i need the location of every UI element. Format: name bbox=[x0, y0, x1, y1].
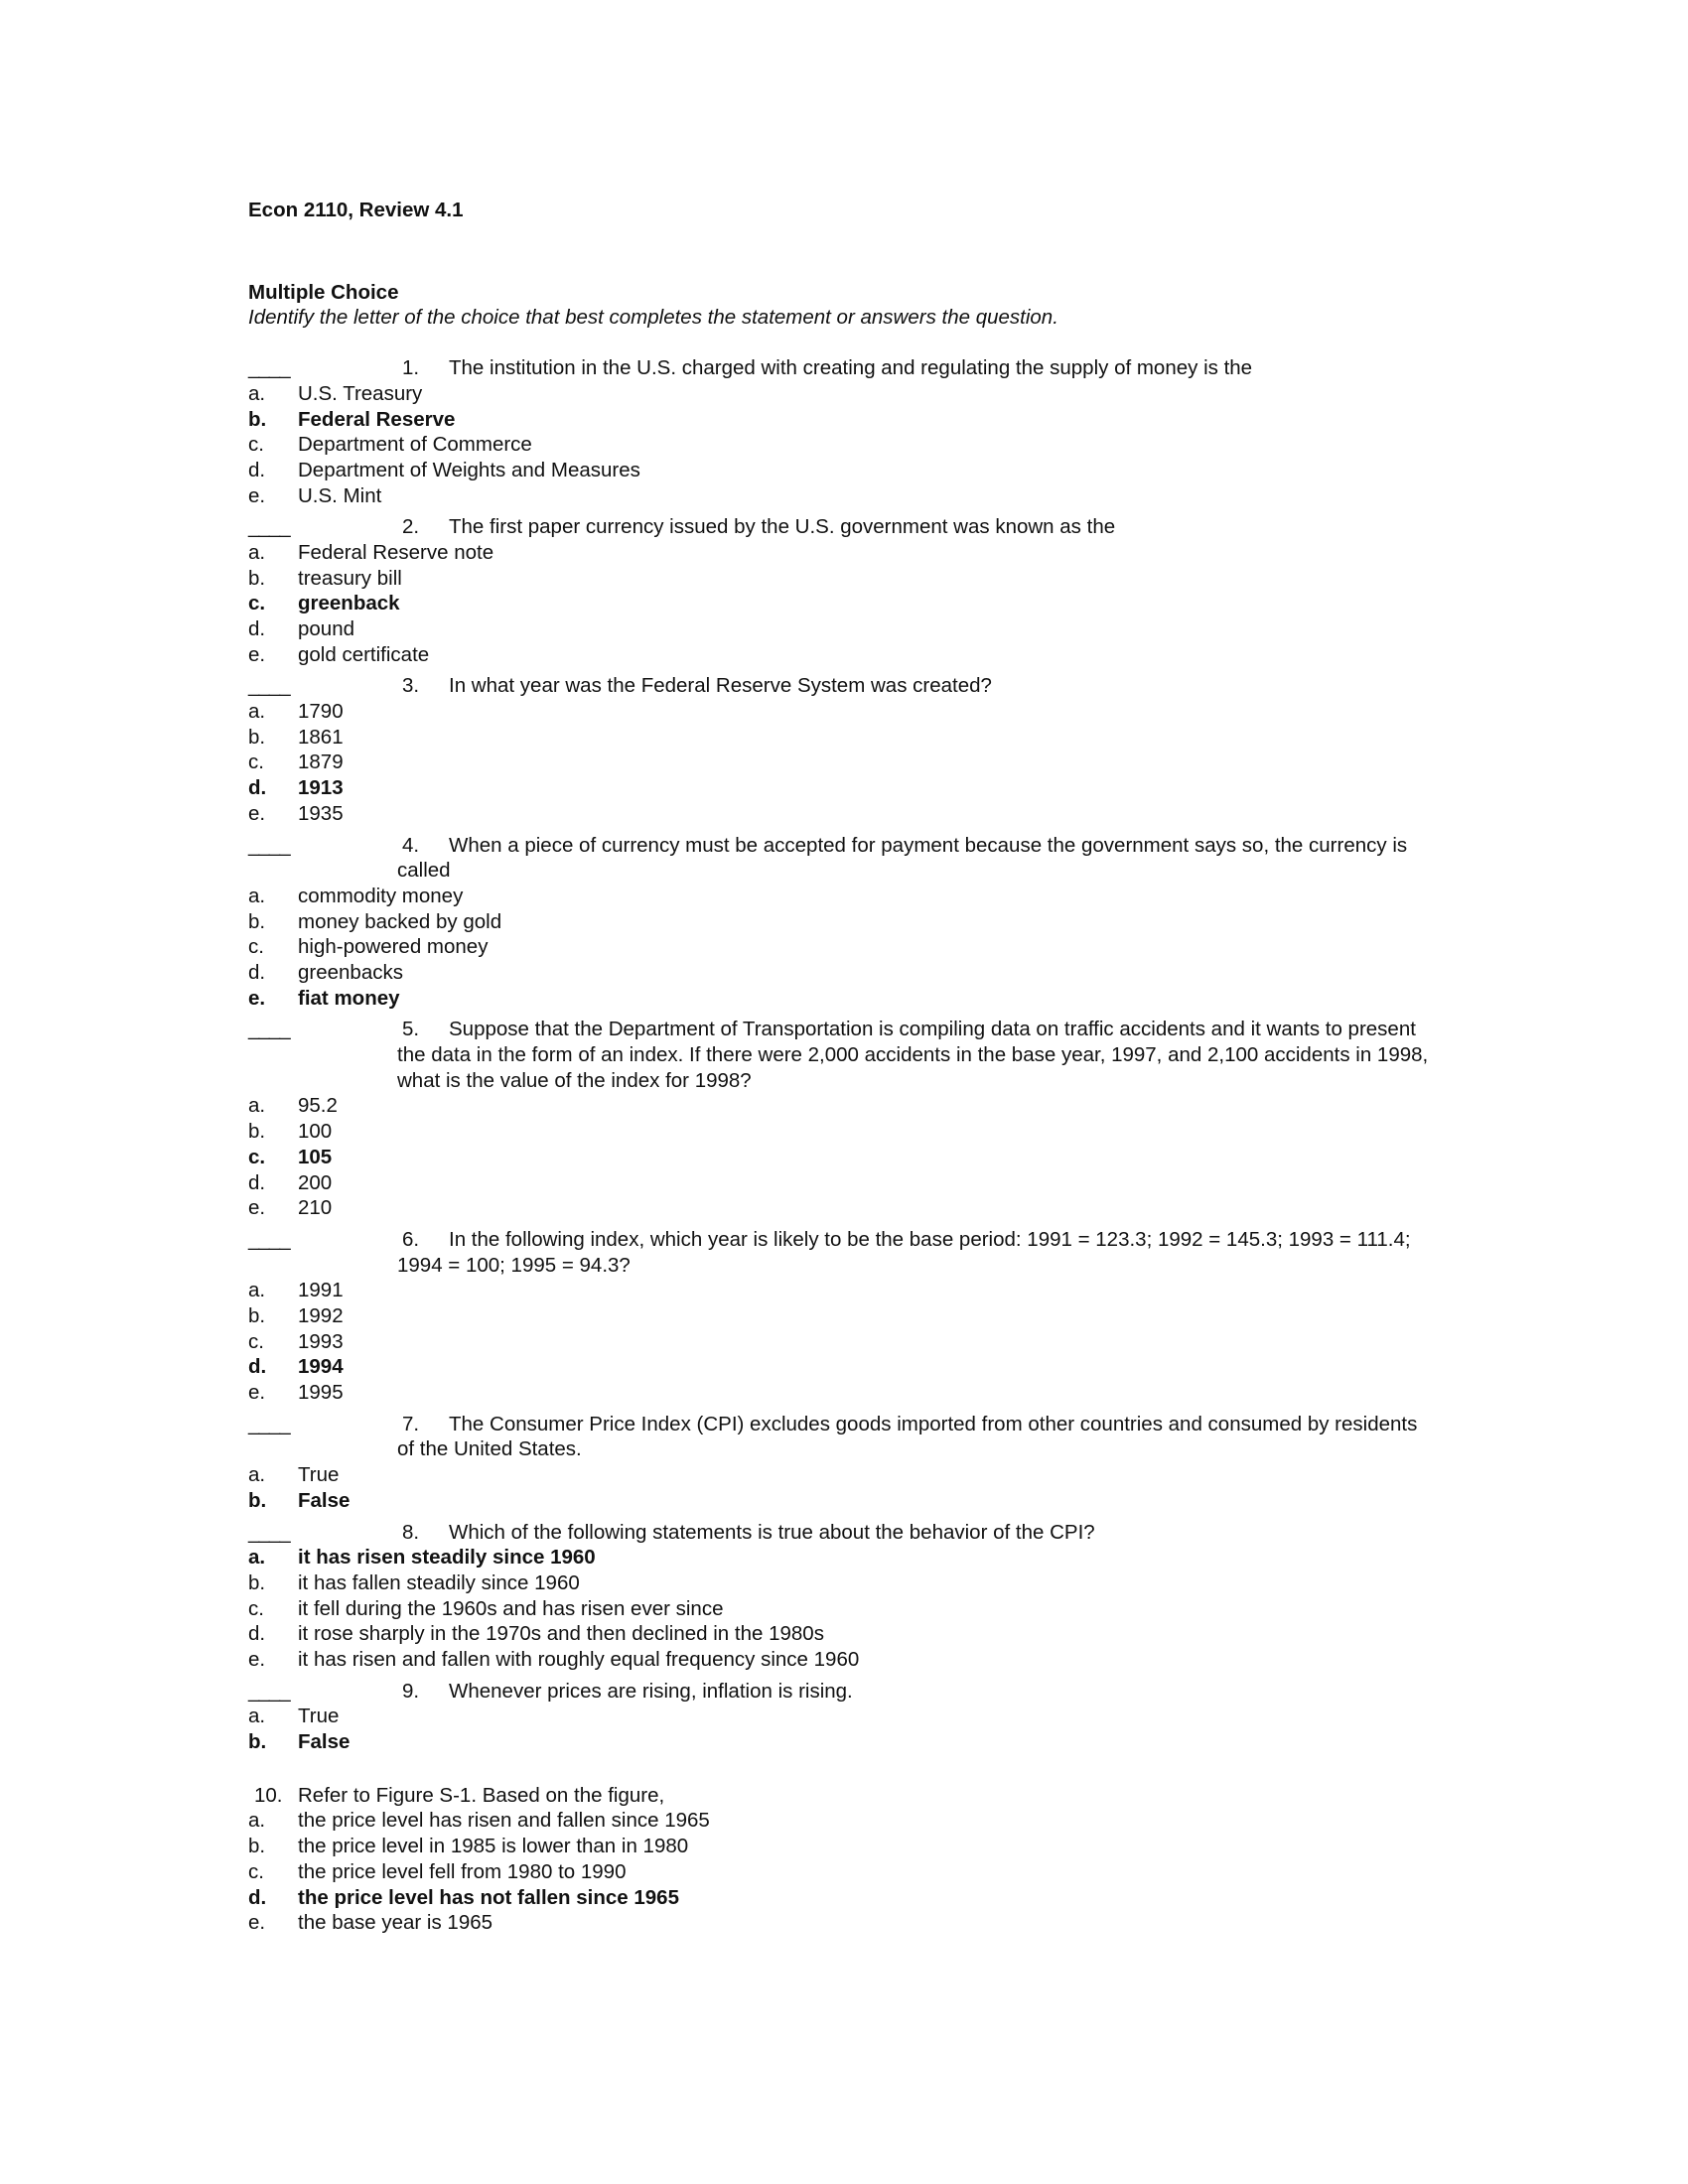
answer-choice bbox=[248, 1354, 1440, 1380]
answer-choice bbox=[248, 801, 1440, 827]
answer-choice bbox=[248, 699, 1440, 725]
question-number: 9. bbox=[402, 1679, 420, 1703]
answer-choice bbox=[248, 1808, 1440, 1834]
choice-letter: c. bbox=[248, 751, 264, 774]
question-number: 7. bbox=[402, 1412, 420, 1435]
question-9 bbox=[248, 1679, 1440, 1755]
choice-letter: c. bbox=[248, 1596, 264, 1620]
question-stem bbox=[248, 833, 1440, 884]
question-3 bbox=[248, 673, 1440, 826]
question-stem bbox=[248, 1679, 1440, 1705]
question-text: Refer to Figure S-1. Based on the figure, bbox=[298, 1783, 665, 1807]
choice-text: 1861 bbox=[298, 725, 344, 749]
question-number: 1. bbox=[402, 356, 420, 380]
choice-text: 200 bbox=[298, 1170, 333, 1194]
choice-text: the price level has not fallen since 1965 bbox=[298, 1885, 679, 1909]
answer-choice bbox=[248, 1570, 1440, 1596]
answer-choice bbox=[248, 1380, 1440, 1406]
question-stem bbox=[248, 355, 1440, 381]
choice-text: 1879 bbox=[298, 751, 344, 774]
answer-choice bbox=[248, 1910, 1440, 1936]
section-title: Multiple Choice bbox=[248, 280, 399, 304]
answer-choice bbox=[248, 1329, 1440, 1355]
choice-text: 1790 bbox=[298, 700, 344, 724]
answer-blank: ____ bbox=[248, 674, 290, 698]
choice-text: Department of Weights and Measures bbox=[298, 458, 640, 481]
choice-text: False bbox=[298, 1730, 351, 1754]
document-title: Econ 2110, Review 4.1 bbox=[248, 199, 464, 221]
answer-blank: ____ bbox=[248, 1018, 290, 1041]
choice-letter: d. bbox=[248, 617, 266, 641]
section-instructions: Identify the letter of the choice that best completes the statement or answers the question. bbox=[248, 306, 1058, 330]
choice-text: 95.2 bbox=[298, 1094, 338, 1118]
choice-letter: b. bbox=[248, 1730, 267, 1754]
answer-choice bbox=[248, 458, 1440, 483]
answer-choice bbox=[248, 381, 1440, 407]
question-text: The institution in the U.S. charged with creating and regulating the supply of money is the bbox=[449, 356, 1253, 380]
question-stem bbox=[248, 673, 1440, 699]
answer-choice bbox=[248, 432, 1440, 458]
choice-text: it has risen and fallen with roughly equal frequency since 1960 bbox=[298, 1648, 860, 1671]
choice-letter: d. bbox=[248, 1355, 267, 1379]
choice-letter: d. bbox=[248, 1170, 266, 1194]
choice-letter: a. bbox=[248, 381, 266, 405]
answer-blank: ____ bbox=[248, 515, 290, 539]
answer-choice bbox=[248, 1621, 1440, 1647]
question-stem bbox=[248, 1783, 1440, 1809]
choice-letter: b. bbox=[248, 1304, 266, 1328]
answer-choice bbox=[248, 775, 1440, 801]
question-1 bbox=[248, 355, 1440, 508]
answer-choice bbox=[248, 725, 1440, 751]
answer-choice bbox=[248, 1303, 1440, 1329]
choice-letter: e. bbox=[248, 642, 266, 666]
choice-text: treasury bill bbox=[298, 566, 402, 590]
choice-text: fiat money bbox=[298, 986, 400, 1010]
question-number: 8. bbox=[402, 1520, 420, 1544]
answer-choice bbox=[248, 483, 1440, 509]
answer-blank: ____ bbox=[248, 1227, 290, 1251]
choice-list bbox=[248, 1808, 1440, 1935]
question-list bbox=[248, 355, 1440, 1755]
answer-choice bbox=[248, 1195, 1440, 1221]
question-4 bbox=[248, 833, 1440, 1012]
choice-letter: b. bbox=[248, 1120, 266, 1144]
choice-text: False bbox=[298, 1488, 351, 1512]
choice-letter: c. bbox=[248, 1859, 264, 1883]
choice-text: 1991 bbox=[298, 1279, 344, 1302]
question-stem bbox=[248, 1227, 1440, 1278]
question-2 bbox=[248, 514, 1440, 667]
answer-choice bbox=[248, 616, 1440, 642]
choice-text: it has fallen steadily since 1960 bbox=[298, 1570, 580, 1594]
choice-letter: b. bbox=[248, 1488, 267, 1512]
choice-text: the price level fell from 1980 to 1990 bbox=[298, 1859, 627, 1883]
choice-text: pound bbox=[298, 617, 355, 641]
question-number: 4. bbox=[402, 833, 420, 857]
choice-text: 1992 bbox=[298, 1304, 344, 1328]
choice-letter: a. bbox=[248, 1809, 266, 1833]
choice-text: Department of Commerce bbox=[298, 433, 532, 457]
answer-choice bbox=[248, 1545, 1440, 1570]
answer-choice bbox=[248, 591, 1440, 616]
choice-letter: c. bbox=[248, 1329, 264, 1353]
answer-blank: ____ bbox=[248, 833, 290, 857]
choice-letter: e. bbox=[248, 1911, 266, 1935]
choice-letter: a. bbox=[248, 1094, 266, 1118]
question-number: 6. bbox=[402, 1227, 420, 1251]
choice-text: it has risen steadily since 1960 bbox=[298, 1546, 596, 1570]
choice-text: high-powered money bbox=[298, 935, 489, 959]
answer-choice bbox=[248, 1170, 1440, 1196]
choice-text: greenbacks bbox=[298, 961, 403, 984]
question-number: 10. bbox=[254, 1783, 283, 1807]
choice-text: money backed by gold bbox=[298, 909, 502, 933]
choice-text: 1935 bbox=[298, 801, 344, 825]
answer-choice bbox=[248, 1859, 1440, 1885]
choice-letter: d. bbox=[248, 1622, 266, 1646]
question-text: When a piece of currency must be accepted for payment because the government says so, the currency is called bbox=[397, 833, 1408, 883]
question-text: Which of the following statements is true about the behavior of the CPI? bbox=[449, 1520, 1095, 1544]
choice-text: the price level in 1985 is lower than in 1980 bbox=[298, 1835, 689, 1858]
choice-text: 1994 bbox=[298, 1355, 344, 1379]
choice-letter: b. bbox=[248, 725, 266, 749]
document-page bbox=[248, 198, 1440, 1936]
choice-letter: e. bbox=[248, 483, 266, 507]
choice-letter: b. bbox=[248, 566, 266, 590]
choice-text: 1993 bbox=[298, 1329, 344, 1353]
choice-letter: d. bbox=[248, 458, 266, 481]
answer-choice bbox=[248, 1119, 1440, 1145]
choice-letter: a. bbox=[248, 1463, 266, 1487]
answer-choice bbox=[248, 1596, 1440, 1622]
choice-letter: c. bbox=[248, 592, 266, 615]
question-10 bbox=[248, 1783, 1440, 1936]
answer-blank: ____ bbox=[248, 1679, 290, 1703]
choice-text: 1995 bbox=[298, 1381, 344, 1405]
answer-choice bbox=[248, 1145, 1440, 1170]
answer-choice bbox=[248, 642, 1440, 668]
choice-letter: a. bbox=[248, 700, 266, 724]
question-text: In the following index, which year is likely to be the base period: 1991 = 123.3; 1992 = 145.3; 1993 = 111.4; 1994 = 100; 1995 = 94.3? bbox=[397, 1227, 1411, 1277]
choice-letter: d. bbox=[248, 961, 266, 984]
question-6 bbox=[248, 1227, 1440, 1406]
choice-text: it fell during the 1960s and has risen ever since bbox=[298, 1596, 724, 1620]
choice-text: it rose sharply in the 1970s and then declined in the 1980s bbox=[298, 1622, 824, 1646]
answer-choice bbox=[248, 1647, 1440, 1673]
answer-blank: ____ bbox=[248, 356, 290, 380]
answer-choice bbox=[248, 960, 1440, 986]
question-stem bbox=[248, 514, 1440, 540]
question-5 bbox=[248, 1017, 1440, 1221]
answer-choice bbox=[248, 540, 1440, 566]
choice-text: the price level has risen and fallen since 1965 bbox=[298, 1809, 710, 1833]
answer-choice bbox=[248, 1093, 1440, 1119]
answer-choice bbox=[248, 1885, 1440, 1911]
question-stem bbox=[248, 1017, 1440, 1093]
question-7 bbox=[248, 1412, 1440, 1514]
question-text: In what year was the Federal Reserve System was created? bbox=[449, 674, 992, 698]
choice-letter: e. bbox=[248, 801, 266, 825]
choice-text: U.S. Treasury bbox=[298, 381, 423, 405]
choice-letter: a. bbox=[248, 1279, 266, 1302]
answer-choice bbox=[248, 566, 1440, 592]
choice-letter: a. bbox=[248, 1705, 266, 1728]
question-8 bbox=[248, 1520, 1440, 1673]
choice-text: greenback bbox=[298, 592, 400, 615]
choice-letter: d. bbox=[248, 1885, 267, 1909]
choice-text: the base year is 1965 bbox=[298, 1911, 493, 1935]
choice-letter: a. bbox=[248, 540, 266, 564]
choice-letter: c. bbox=[248, 935, 264, 959]
choice-text: True bbox=[298, 1705, 340, 1728]
choice-text: 105 bbox=[298, 1145, 333, 1168]
question-stem bbox=[248, 1520, 1440, 1546]
choice-letter: b. bbox=[248, 909, 266, 933]
choice-letter: b. bbox=[248, 407, 267, 431]
choice-letter: c. bbox=[248, 1145, 266, 1168]
answer-choice bbox=[248, 934, 1440, 960]
answer-choice bbox=[248, 1729, 1440, 1755]
choice-text: gold certificate bbox=[298, 642, 430, 666]
choice-letter: a. bbox=[248, 884, 266, 907]
question-number: 5. bbox=[402, 1018, 420, 1041]
answer-choice bbox=[248, 1834, 1440, 1859]
choice-letter: e. bbox=[248, 1196, 266, 1220]
choice-letter: e. bbox=[248, 1648, 266, 1671]
answer-choice bbox=[248, 986, 1440, 1012]
choice-text: U.S. Mint bbox=[298, 483, 382, 507]
question-text: Whenever prices are rising, inflation is rising. bbox=[449, 1679, 853, 1703]
choice-text: True bbox=[298, 1463, 340, 1487]
question-text: The first paper currency issued by the U.S. government was known as the bbox=[449, 515, 1116, 539]
choice-text: commodity money bbox=[298, 884, 464, 907]
answer-choice bbox=[248, 909, 1440, 935]
choice-letter: a. bbox=[248, 1546, 266, 1570]
choice-text: 210 bbox=[298, 1196, 333, 1220]
answer-choice bbox=[248, 1462, 1440, 1488]
choice-letter: e. bbox=[248, 1381, 266, 1405]
answer-choice bbox=[248, 1488, 1440, 1514]
choice-letter: e. bbox=[248, 986, 266, 1010]
choice-text: Federal Reserve note bbox=[298, 540, 494, 564]
answer-choice bbox=[248, 407, 1440, 433]
choice-text: Federal Reserve bbox=[298, 407, 456, 431]
answer-blank: ____ bbox=[248, 1412, 290, 1435]
choice-text: 1913 bbox=[298, 776, 344, 800]
choice-text: 100 bbox=[298, 1120, 333, 1144]
answer-choice bbox=[248, 1278, 1440, 1303]
choice-letter: b. bbox=[248, 1835, 266, 1858]
choice-letter: c. bbox=[248, 433, 264, 457]
question-text: Suppose that the Department of Transportation is compiling data on traffic accidents and it wants to present the data in the form of an index. If there were 2,000 accidents in the base year, 1997, and 2,100 accidents in 1998, what is the value of the index for 1998? bbox=[397, 1018, 1429, 1092]
choice-letter: b. bbox=[248, 1570, 266, 1594]
answer-choice bbox=[248, 750, 1440, 775]
answer-choice bbox=[248, 884, 1440, 909]
question-number: 2. bbox=[402, 515, 420, 539]
answer-blank: ____ bbox=[248, 1520, 290, 1544]
question-text: The Consumer Price Index (CPI) excludes goods imported from other countries and consumed by residents of the United States. bbox=[397, 1412, 1418, 1461]
question-stem bbox=[248, 1412, 1440, 1462]
question-number: 3. bbox=[402, 674, 420, 698]
choice-letter: d. bbox=[248, 776, 267, 800]
answer-choice bbox=[248, 1704, 1440, 1729]
